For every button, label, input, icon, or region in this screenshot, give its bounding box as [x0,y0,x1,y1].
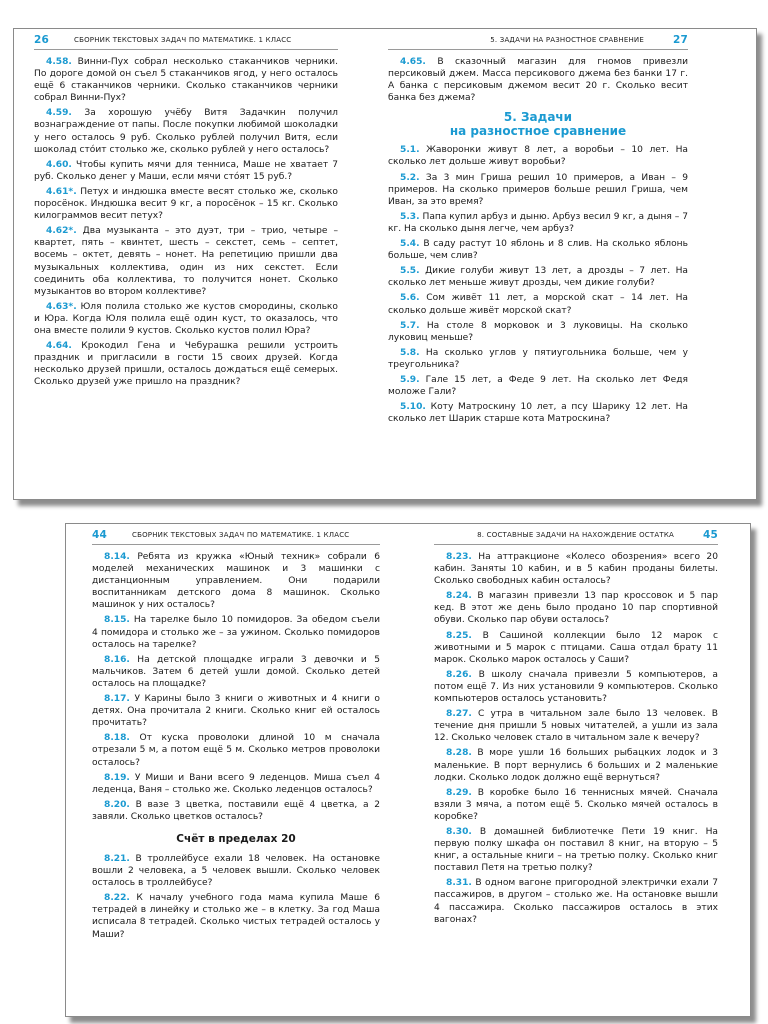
problem-item [388,265,688,289]
problem-item [92,654,380,690]
problem-number: 4.63*. [46,301,77,312]
problem-item [92,693,380,729]
problem-number: 8.22. [104,893,130,904]
problem-text: На аттракционе «Колесо обозрения» всего 20 кабин. Заняты 10 кабин, и в 5 кабин проданы билеты. Сколько свободных кабин осталось? [434,552,718,587]
problem-text: К началу учебного года мама купила Маше 6 тетрадей в линейку и столько же – в клетку. За год Маша исписала 8 тетрадей. Сколько чистых тетрадей осталось у Маши? [92,893,380,940]
problem-text: Петух и индюшка вместе весят столько же, сколько поросёнок. Индюшка весит 9 кг, а поросёнок – 15 кг. Сколько килограммов весит петух? [34,186,338,222]
problem-number: 8.25. [446,630,472,641]
running-header [92,528,380,545]
problem-number: 5.7. [400,320,420,331]
problem-item [388,401,688,425]
problem-number: 5.9. [400,374,420,385]
problem-number: 8.14. [104,552,130,562]
problem-text: Коту Матроскину 10 лет, а псу Шарику 12 лет. На сколько лет Шарик старше кота Матроскина? [388,402,688,425]
problem-number: 4.62*. [46,226,77,237]
problem-item [434,708,718,744]
section-title [388,110,688,138]
problem-number: 8.18. [104,733,130,744]
problem-item [388,172,688,208]
problem-item [92,772,380,796]
problem-number: 5.4. [400,239,420,250]
problem-item [34,225,338,298]
problem-item [92,853,380,889]
problem-text: У Миши и Вани всего 9 леденцов. Миша съел 4 леденца, Ваня – столько же. Сколько леденцов осталось? [92,772,380,795]
page-number: 44 [92,529,108,541]
problem-text: В сказочный магазин для гномов привезли персиковый джем. Масса персикового джема без банки 17 г. А банка с персиковым джемом весит 20 г. Сколько весит банка без джема? [388,57,688,104]
problem-number: 8.15. [104,615,130,626]
page-44 [92,524,380,944]
problem-text: На детской площадке играли 3 девочки и 5 мальчиков. Затем 6 детей ушли домой. Сколько детей осталось на площадке? [92,654,380,689]
problem-item [92,892,380,940]
problem-item [92,551,380,611]
problem-item [388,238,688,262]
section-title-line-2: на разностное сравнение [449,124,627,139]
problem-item [388,56,688,104]
problem-text: В одном вагоне пригородной электрички ехали 7 пассажиров, в другом – столько же. На остановке вышли 4 пассажира. Сколько пассажиров осталось в этих вагонах? [434,878,718,925]
running-header [388,33,688,50]
page-45 [434,524,718,929]
problem-item [434,630,718,666]
problem-item [434,590,718,626]
book-spread-top [13,28,757,500]
subsection-title: Счёт в пределах 20 [176,832,296,845]
book-spread-bottom [65,523,751,1017]
problem-list [34,50,338,388]
problem-list [92,551,380,823]
problem-text: В школу сначала привезли 5 компьютеров, а потом ещё 7. Из них установили 9 компьютеров. Сколько компьютеров осталось установить? [434,669,718,705]
problem-number: 4.61*. [46,186,77,197]
problem-number: 8.26. [446,669,472,680]
problem-item [388,292,688,316]
problem-number: 8.16. [104,654,130,665]
problem-number: 8.30. [446,826,472,837]
running-header [34,33,338,50]
problem-number: 4.60. [46,159,72,170]
problem-list [388,144,688,425]
problem-number: 5.5. [400,266,420,277]
problem-number: 8.20. [104,799,130,810]
problem-text: В море ушли 16 больших рыбацких лодок и 3 маленькие. В порт вернулись 6 больших и 2 маленькие лодки. Сколько лодок должно ещё вернуться? [434,748,718,783]
problem-number: 5.1. [400,145,420,156]
problem-item [92,799,380,823]
problem-number: 4.65. [400,57,426,67]
problem-number: 8.29. [446,787,472,798]
problem-number: 8.23. [446,552,472,562]
problem-item [434,877,718,925]
problem-number: 4.58. [46,57,72,67]
problem-text: Два музыканта – это дуэт, три – трио, четыре – квартет, пять – квинтет, шесть – секстет, семь – септет, восемь – октет, девять – нонет. На репетицию пришли два музыкальных коллектива, один из них секстет. Если соединить оба коллектива, то получится нонет. Сколько музыкантов во втором коллективе? [34,226,338,297]
problem-item [434,787,718,823]
problem-text: На сколько углов у пятиугольника больше, чем у треугольника? [388,347,688,370]
problem-text: В Сашиной коллекции было 12 марок с животными и 5 марок с птицами. Саша отдал брату 11 марок. Сколько марок осталось у Саши? [434,630,718,665]
problem-text: Чтобы купить мячи для тенниса, Маше не хватает 7 руб. Сколько денег у Маши, если мячи стóят 15 руб.? [34,159,338,182]
running-header [434,528,718,545]
running-title: СБОРНИК ТЕКСТОВЫХ ЗАДАЧ ПО МАТЕМАТИКЕ. 1 КЛАСС [74,36,292,44]
problem-text: Жаворонки живут 8 лет, а воробьи – 10 лет. На сколько лет дольше живут воробьи? [388,145,688,168]
running-title: 8. СОСТАВНЫЕ ЗАДАЧИ НА НАХОЖДЕНИЕ ОСТАТКА [477,531,674,539]
problem-text: За 3 мин Гриша решил 10 примеров, а Иван – 9 примеров. На сколько примеров больше решил Гриша, чем Иван, за это время? [388,172,688,207]
problem-item [388,347,688,371]
section-title-line-1: 5. Задачи [503,110,573,125]
page-number: 26 [34,34,50,46]
problem-number: 5.10. [400,402,426,413]
problem-text: В вазе 3 цветка, поставили ещё 4 цветка, а 2 завяли. Сколько цветков осталось? [92,799,380,822]
problem-text: Ребята из кружка «Юный техник» собрали 6 моделей механических машинок и 3 машинки с дистанционным управлением. Они подарили воспитанникам детского дома 8 машинок. Сколько машинок у них осталось? [92,552,380,611]
problem-text: В троллейбусе ехали 18 человек. На остановке вошли 2 человека, а 5 человек вышли. Сколько человек осталось в троллейбусе? [92,853,380,889]
problem-list [434,545,718,926]
problem-item [34,56,338,104]
problem-number: 8.27. [446,709,472,720]
problem-text: За хорошую учёбу Витя Задачкин получил вознаграждение от папы. После покупки любимой шоколадки у него осталось 9 руб. Сколько рублей получил Витя, если шоколад стóит столько же, сколько рублей у него осталось? [34,108,338,155]
problem-item [388,211,688,235]
problem-number: 8.19. [104,772,130,783]
problem-text: Дикие голуби живут 13 лет, а дрозды – 7 лет. На сколько лет меньше живут дрозды, чем дикие голуби? [388,266,688,289]
problem-number: 5.3. [400,211,420,222]
problem-item [34,186,338,222]
problem-item [388,374,688,398]
problem-number: 8.31. [446,878,472,889]
running-title: 5. ЗАДАЧИ НА РАЗНОСТНОЕ СРАВНЕНИЕ [490,36,644,44]
running-title: СБОРНИК ТЕКСТОВЫХ ЗАДАЧ ПО МАТЕМАТИКЕ. 1 КЛАСС [132,531,350,539]
problem-item [34,107,338,155]
problem-text: С утра в читальном зале было 13 человек. В течение дня пришли 5 новых читателей, а ушли из зала 12. Сколько человек стало в читальном зале к вечеру? [434,709,718,744]
problem-text: В саду растут 10 яблонь и 8 слив. На сколько яблонь больше, чем слив? [388,239,688,262]
problem-number: 4.59. [46,108,72,119]
problem-item [34,301,338,337]
problem-list [388,56,688,104]
problem-text: Крокодил Гена и Чебурашка решили устроить праздник и пригласили в гости 15 своих друзей. Когда несколько друзей пришли, осталось дождаться ещё семерых. Сколько друзей уже пришло на праздник? [34,341,338,388]
problem-text: Папа купил арбуз и дыню. Арбуз весил 9 кг, а дыня – 7 кг. На сколько дыня легче, чем арбуз? [388,211,688,234]
problem-text: Гале 15 лет, а Феде 9 лет. На сколько лет Федя моложе Гали? [388,374,688,398]
problem-item [34,159,338,183]
page-26 [34,29,338,391]
problem-number: 8.24. [446,591,472,602]
problem-text: В магазин привезли 13 пар кроссовок и 5 пар кед. В этот же день было продано 10 пар спортивной обуви. Сколько пар обуви осталось? [434,591,718,626]
page-number: 27 [672,34,688,46]
problem-item [388,320,688,344]
problem-number: 8.21. [104,853,130,864]
problem-item [434,747,718,783]
problem-text: На тарелке было 10 помидоров. За обедом съели 4 помидора и столько же – за ужином. Сколько помидоров осталось на тарелке? [92,615,380,650]
problem-text: Сом живёт 11 лет, а морской скат – 14 лет. На сколько дольше живёт морской скат? [388,293,688,316]
problem-item [434,669,718,705]
problem-text: В коробке было 16 теннисных мячей. Сначала взяли 3 мяча, а потом ещё 5. Сколько мячей осталось в коробке? [434,787,718,822]
problem-item [388,144,688,168]
problem-item [434,826,718,874]
problem-number: 8.28. [446,748,472,759]
problem-item [92,732,380,768]
problem-item [434,551,718,587]
problem-text: У Карины было 3 книги о животных и 4 книги о детях. Она прочитала 2 книги. Сколько книг ей осталось прочитать? [92,694,380,729]
problem-number: 5.6. [400,293,420,304]
page-27 [388,29,688,428]
problem-item [34,340,338,388]
problem-text: В домашней библиотечке Пети 19 книг. На первую полку шкафа он поставил 8 книг, на вторую – 5 книг, а остальные книги – на третью полку. Сколько книг поставил Петя на третью полку? [434,826,718,874]
problem-text: На столе 8 морковок и 3 луковицы. На сколько луковиц меньше? [388,320,688,343]
problem-number: 5.8. [400,347,420,358]
page-number: 45 [702,529,718,541]
problem-list [92,853,380,941]
problem-text: Юля полила столько же кустов смородины, сколько и Юра. Когда Юля полила ещё один куст, то оказалось, что она вместе полили 9 кустов. Сколько кустов полил Юра? [34,301,338,336]
problem-item [92,614,380,650]
problem-number: 8.17. [104,694,130,705]
problem-number: 4.64. [46,341,72,352]
problem-number: 5.2. [400,172,420,183]
problem-text: Винни-Пух собрал несколько стаканчиков черники. По дороге домой он съел 5 стаканчиков ягод, у него осталось ещё 6 стаканчиков черники. Сколько стаканчиков черники собрал Винни-Пух? [34,57,338,104]
problem-text: От куска проволоки длиной 10 м сначала отрезали 5 м, а потом ещё 5 м. Сколько метров проволоки осталось? [92,733,380,768]
